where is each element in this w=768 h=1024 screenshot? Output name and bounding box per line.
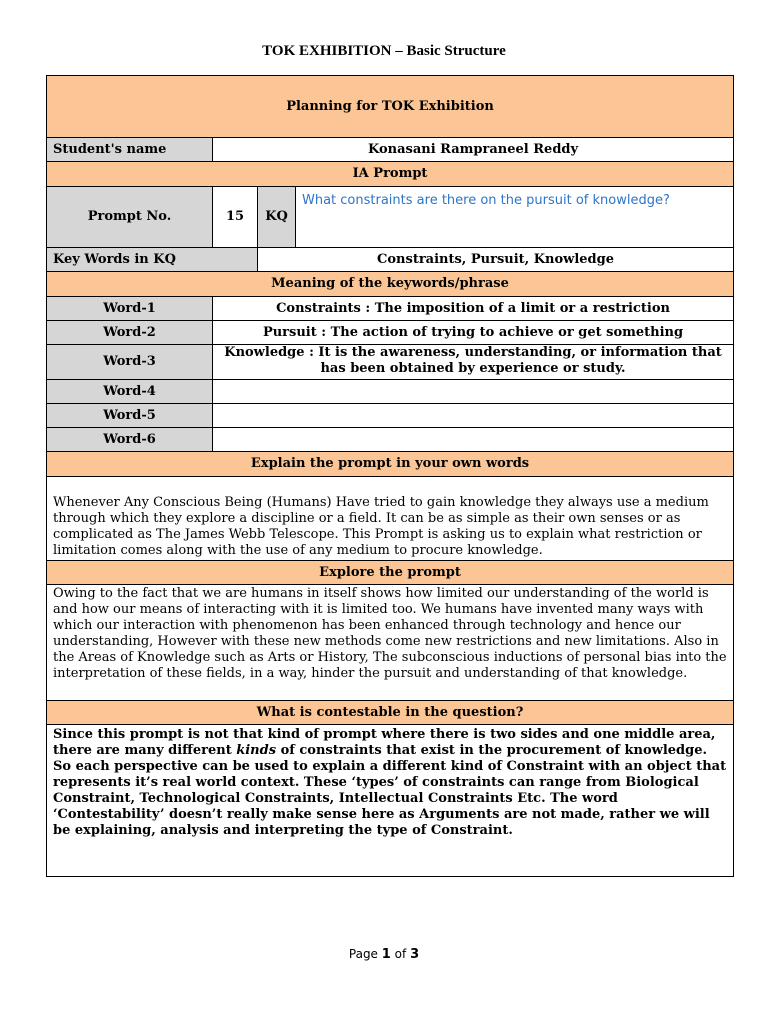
word-meaning: Pursuit : The action of trying to achieve or get something <box>213 321 734 345</box>
kq-label: KQ <box>258 187 296 248</box>
word-label: Word-1 <box>47 297 213 321</box>
planning-header: Planning for TOK Exhibition <box>47 76 734 138</box>
word-meaning: Constraints : The imposition of a limit or a restriction <box>213 297 734 321</box>
word-label: Word-3 <box>47 345 213 380</box>
contest-text-before: Since this prompt is not that kind of prompt where there is two sides and one middle area, there are many different <box>53 727 716 758</box>
document-title: TOK EXHIBITION – Basic Structure <box>262 43 506 59</box>
word-row <box>47 428 734 452</box>
word-row <box>47 380 734 404</box>
prompt-no-value: 15 <box>213 187 258 248</box>
ia-prompt-header: IA Prompt <box>47 162 734 187</box>
explore-text: Owing to the fact that we are humans in itself shows how limited our understanding of the world is and how our means of interacting with it is limited too. We humans have invented many ways with which our interaction with phenomenon has been enhanced through technology and hence our understanding, However with these new methods come new restrictions and new limitations. Also in the Areas of Knowledge such as Arts or History, The subconscious inductions of personal bias into the interpretation of these fields, in a way, hinder the pursuit and understanding of that knowledge. <box>47 585 734 701</box>
explain-text: Whenever Any Conscious Being (Humans) Have tried to gain knowledge they always use a medium through which they explore a discipline or a field. It can be as simple as their own senses or as complicated as The James Webb Telescope. This Prompt is asking us to explain what restriction or limitation comes along with the use of any medium to procure knowledge. <box>47 477 734 561</box>
word-label: Word-5 <box>47 404 213 428</box>
key-words-value: Constraints, Pursuit, Knowledge <box>258 248 734 272</box>
word-label: Word-6 <box>47 428 213 452</box>
page-word: Page <box>348 947 378 961</box>
word-label: Word-2 <box>47 321 213 345</box>
word-meaning: Knowledge : It is the awareness, understanding, or information that has been obtained by experience or study. <box>213 345 734 380</box>
contest-text <box>47 725 734 877</box>
student-name-value: Konasani Rampraneel Reddy <box>213 138 734 162</box>
explain-header: Explain the prompt in your own words <box>47 452 734 477</box>
kq-text: What constraints are there on the pursuit of knowledge? <box>296 187 734 248</box>
word-meaning <box>213 404 734 428</box>
word-row <box>47 321 734 345</box>
of-word: of <box>394 947 407 961</box>
word-row <box>47 404 734 428</box>
student-name-label: Student's name <box>47 138 213 162</box>
word-row <box>47 345 734 380</box>
word-meaning <box>213 428 734 452</box>
explore-header: Explore the prompt <box>47 561 734 585</box>
page-current: 1 <box>381 947 391 962</box>
key-words-label: Key Words in KQ <box>47 248 258 272</box>
word-meaning <box>213 380 734 404</box>
contest-text-italic: kinds <box>236 743 277 758</box>
meaning-header: Meaning of the keywords/phrase <box>47 272 734 297</box>
prompt-no-label: Prompt No. <box>47 187 213 248</box>
word-label: Word-4 <box>47 380 213 404</box>
page-footer <box>0 947 768 962</box>
contest-text-after: of constraints that exist in the procurement of knowledge. So each perspective can be used to explain a different kind of Constraint with an object that represents it’s real world context. These ‘types’ of constraints can range from Biological Constraint, Technological Constraints, Intellectual Constraints Etc. The word ‘Contestability’ doesn’t really make sense here as Arguments are not made, rather we will be explaining, analysis and interpreting the type of Constraint. <box>53 743 727 838</box>
page-total: 3 <box>410 947 420 962</box>
word-row <box>47 297 734 321</box>
contest-header: What is contestable in the question? <box>47 701 734 725</box>
planning-form <box>46 75 734 877</box>
